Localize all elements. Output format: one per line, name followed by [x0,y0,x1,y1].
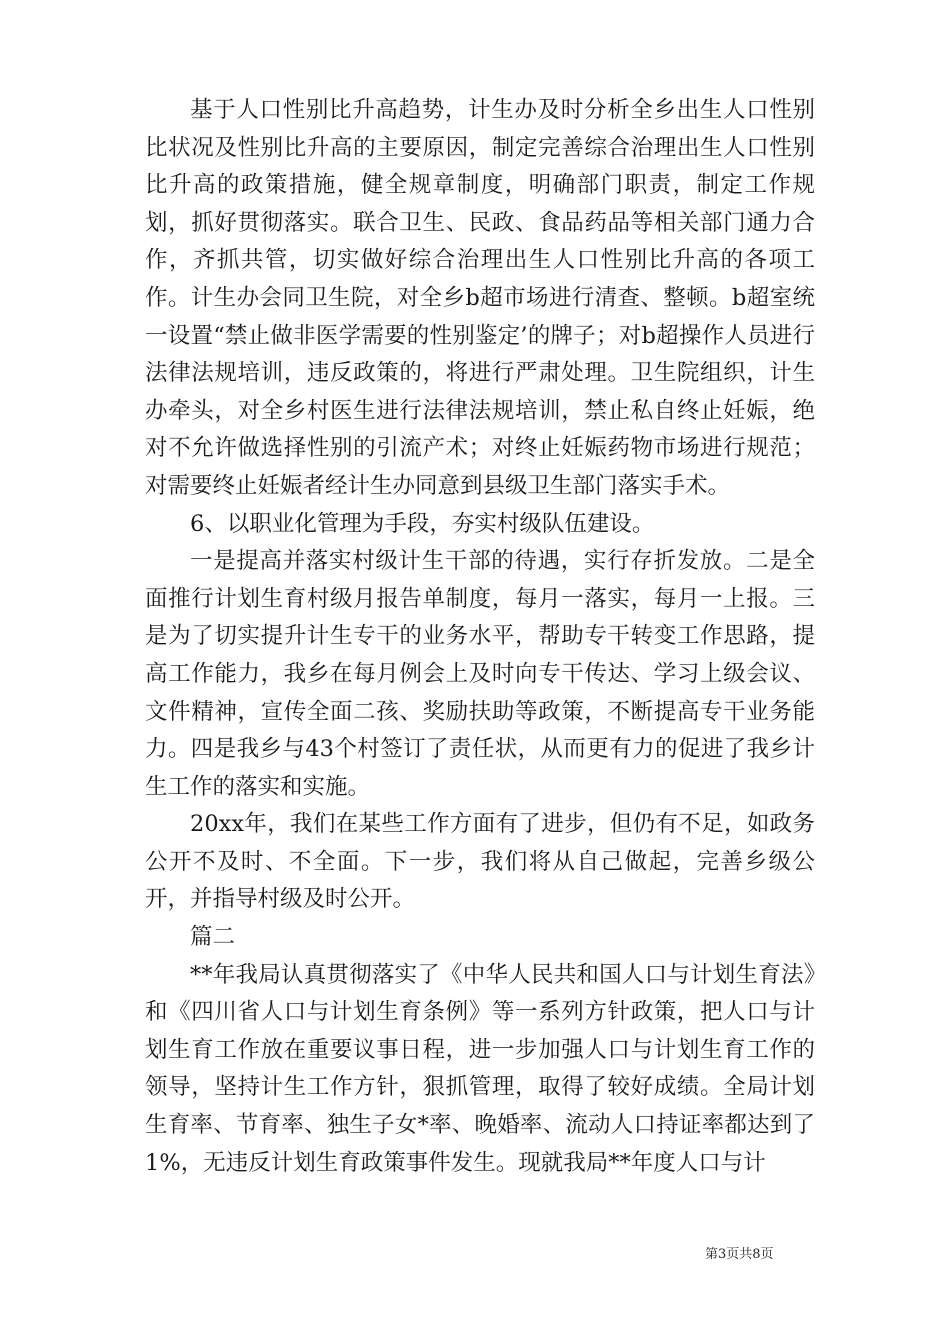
paragraph-sex-ratio: 基于人口性别比升高趋势，计生办及时分析全乡出生人口性别比状况及性别比升高的主要原因，制定完善综合治理出生人口性别比升高的政策措施，健全规章制度，明确部门职责，制定工作规划，抓好贯彻落实。联合卫生、民政、食品药品等相关部门通力合作，齐抓共管，切实做好综合治理出生人口性别比升高的各项工作。计生办会同卫生院，对全乡b超市场进行清查、整顿。b超室统一设置“禁止做非医学需要的性别鉴定’的牌子；对b超操作人员进行法律法规培训，违反政策的，将进行严肃处理。卫生院组织，计生办牵头，对全乡村医生进行法律法规培训，禁止私自终止妊娠，绝对不允许做选择性别的引流产术；对终止妊娠药物市场进行规范；对需要终止妊娠者经计生办同意到县级卫生部门落实手术。 [145,97,815,499]
document-body [145,92,815,1182]
paragraph-village-team: 一是提高并落实村级计生干部的待遇，实行存折发放。二是全面推行计划生育村级月报告单制度，每月一落实，每月一上报。三是为了切实提升计生专干的业务水平，帮助专干转变工作思路，提高工作能力，我乡在每月例会上及时向专干传达、学习上级会议、文件精神，宣传全面二孩、奖励扶助等政策，不断提高专干业务能力。四是我乡与43个村签订了责任状，从而更有力的促进了我乡计生工作的落实和实施。 [145,548,815,800]
paragraph-summary: 20xx年，我们在某些工作方面有了进步，但仍有不足，如政务公开不及时、不全面。下一步，我们将从自己做起，完善乡级公开，并指导村级及时公开。 [145,811,815,913]
paragraph-part-two: **年我局认真贯彻落实了《中华人民共和国人口与计划生育法》和《四川省人口与计划生育条例》等一系列方针政策，把人口与计划生育工作放在重要议事日程，进一步加强人口与计划生育工作的领导，坚持计生工作方针，狠抓管理，取得了较好成绩。全局计划生育率、节育率、独生子女*率、晚婚率、流动人口持证率都达到了1%，无违反计划生育政策事件发生。现就我局**年度人口与计 [145,961,815,1176]
part-two-heading: 篇二 [190,924,236,951]
page-number-footer: 第3页共8页 [705,1247,774,1262]
section-heading-6: 6、以职业化管理为手段，夯实村级队伍建设。 [190,510,655,537]
